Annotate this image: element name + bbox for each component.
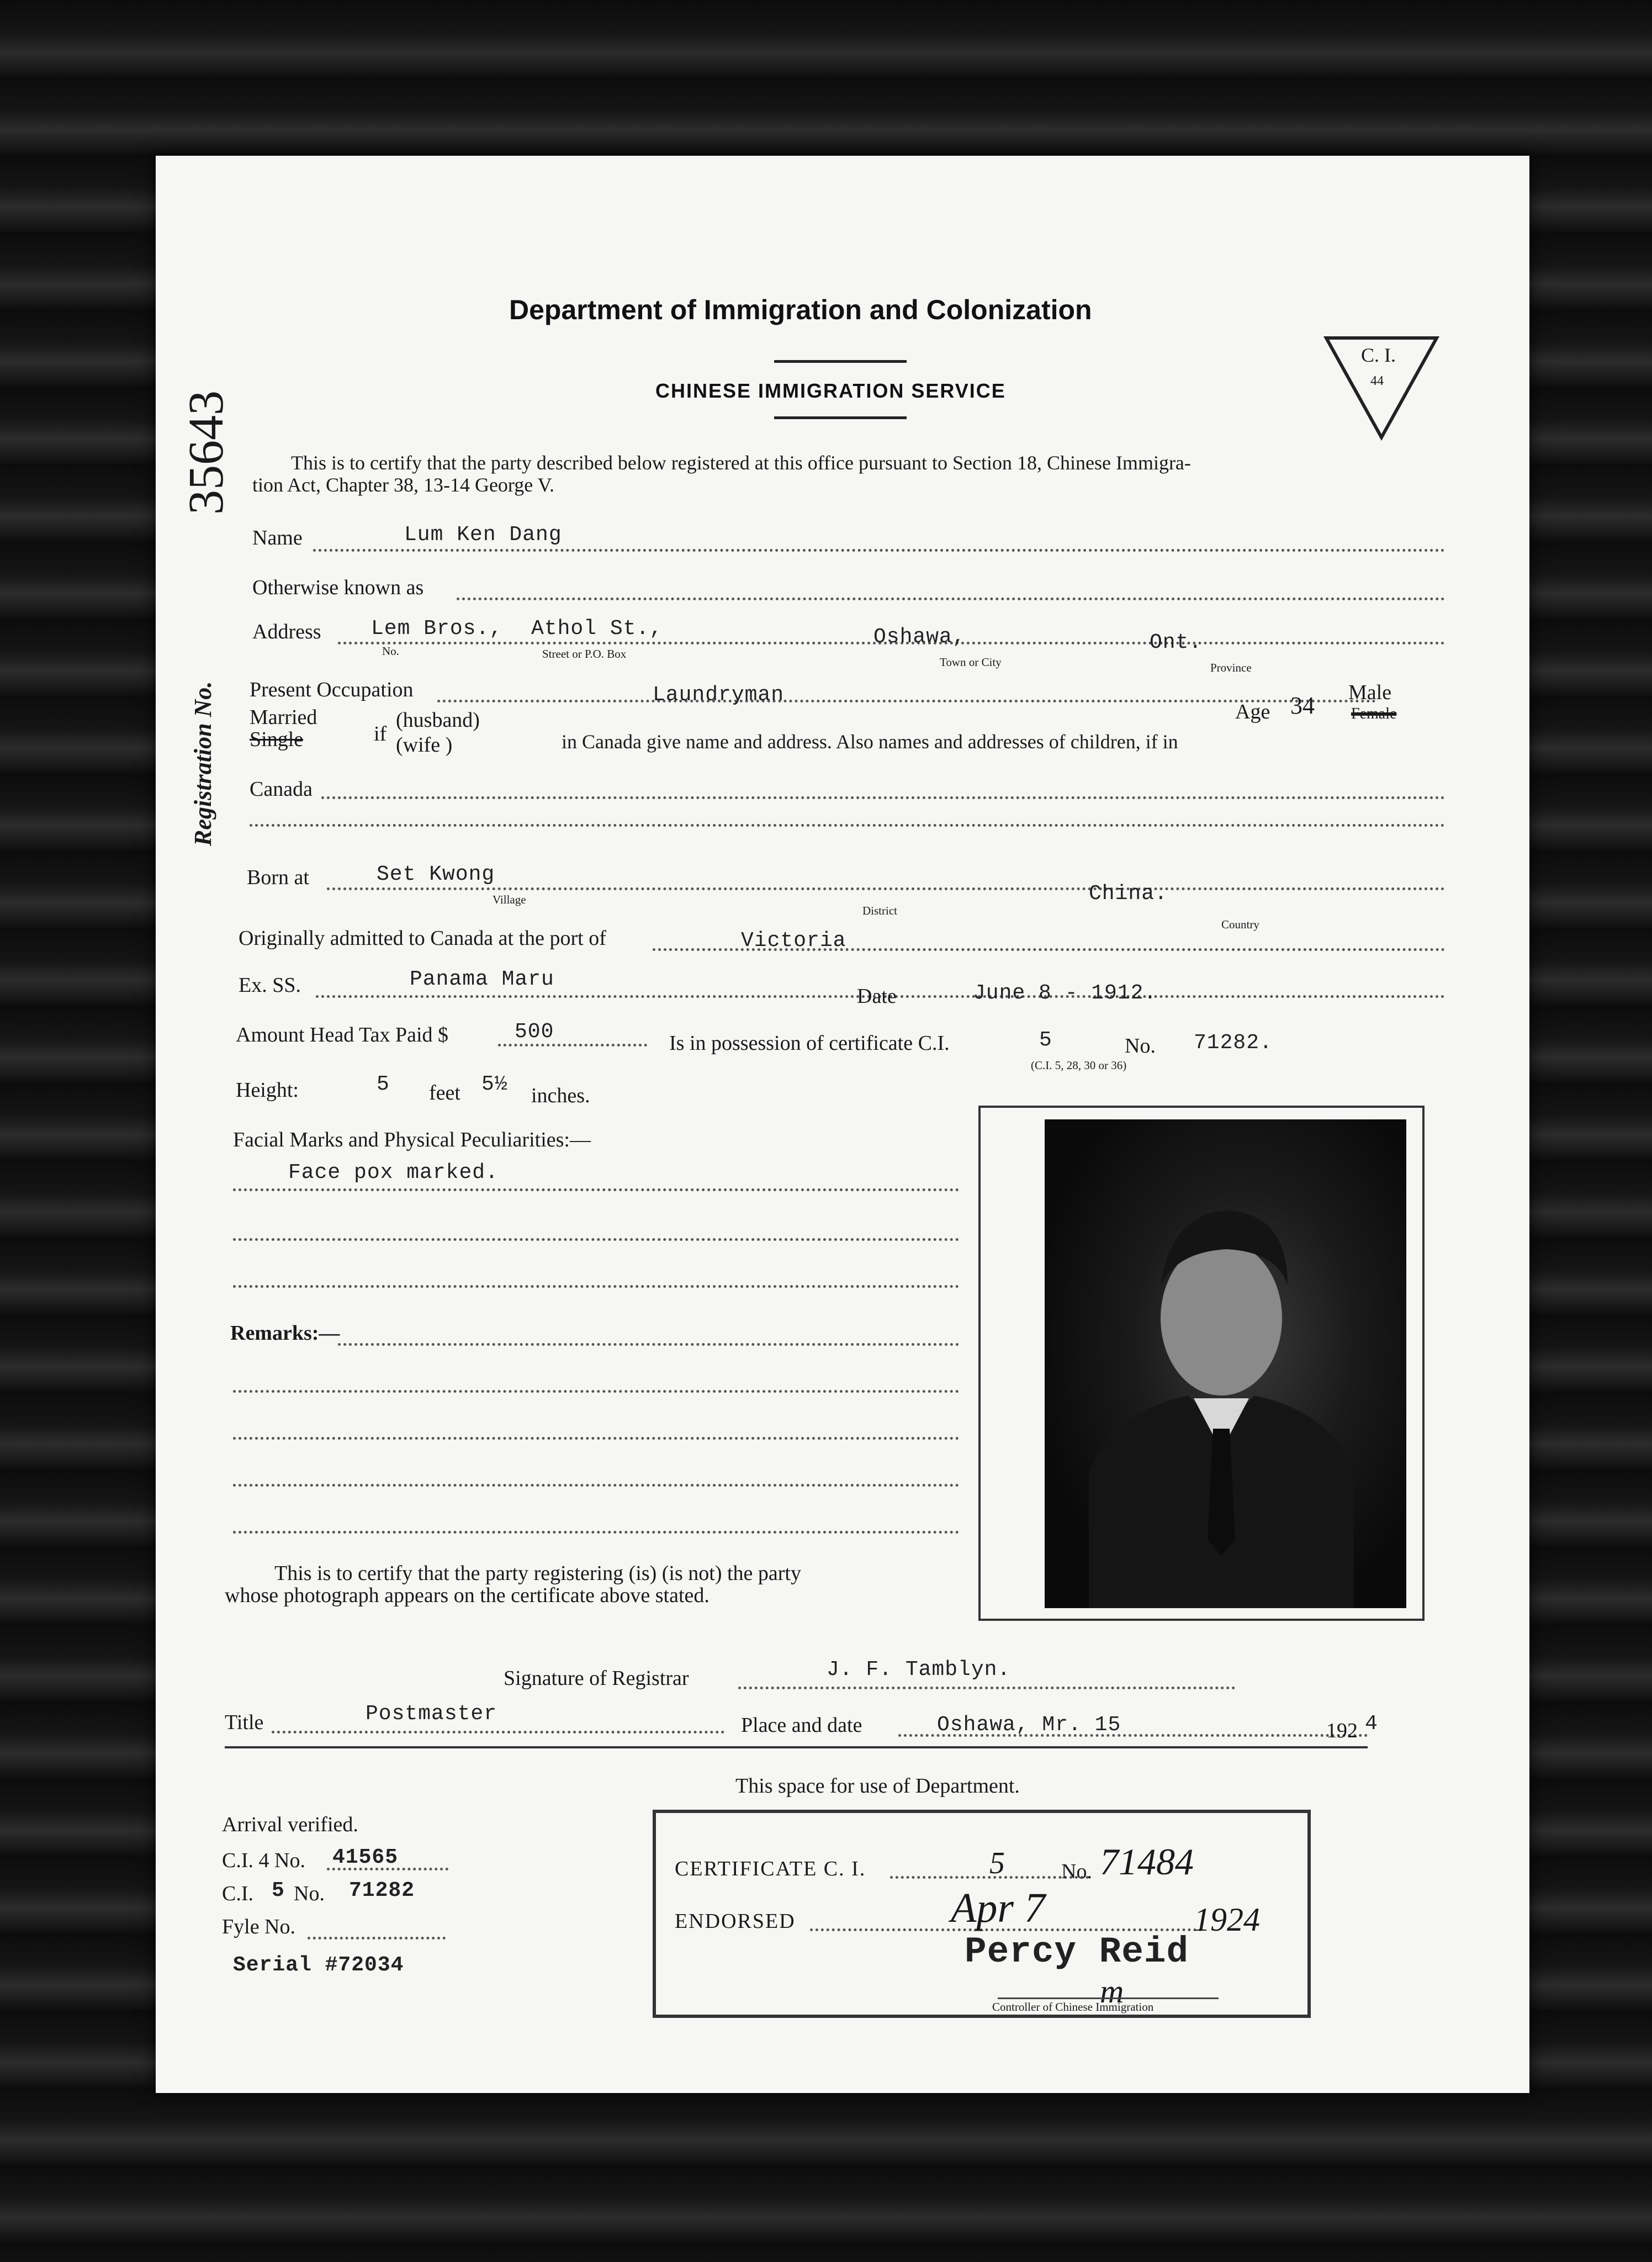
married-label: Married: [250, 706, 317, 729]
admitted-value: Victoria: [741, 929, 846, 953]
handwritten-initials-icon: m: [1100, 1973, 1124, 2010]
facial-line-1: [233, 1188, 959, 1191]
headtax-label: Amount Head Tax Paid $: [236, 1023, 449, 1047]
address-city-value: Oshawa,: [873, 625, 966, 649]
serial-value: Serial #72034: [233, 1953, 404, 1977]
headtax-value: 500: [515, 1020, 554, 1044]
name-line: [313, 549, 1445, 552]
controller-caption: Controller of Chinese Immigration: [992, 2000, 1154, 2013]
inches-label: inches.: [531, 1084, 590, 1107]
name-value: Lum Ken Dang: [404, 523, 562, 547]
date-label: Date: [857, 985, 897, 1008]
canada-line-2: [250, 824, 1445, 827]
address-city-caption: Town or City: [940, 656, 1002, 669]
age-label: Age: [1235, 700, 1270, 723]
ci5-type: 5: [272, 1879, 285, 1902]
sex-male: Male: [1348, 681, 1392, 704]
district-caption: District: [862, 904, 897, 917]
exss-label: Ex. SS.: [239, 974, 301, 997]
height-label: Height:: [236, 1079, 299, 1102]
registration-form: [156, 156, 1529, 2093]
ci5-value: 71282: [349, 1879, 415, 1902]
certificate-ci-type: 5: [989, 1846, 1005, 1880]
address-street-caption: Street or P.O. Box: [542, 647, 627, 660]
remarks-line-5: [233, 1531, 959, 1534]
wife-label: (wife ): [396, 733, 453, 757]
title-line: [272, 1731, 724, 1734]
otherwise-label: Otherwise known as: [252, 576, 424, 599]
endorsed-date-handwritten: Apr 7: [951, 1885, 1045, 1931]
intro-line-2: tion Act, Chapter 38, 13-14 George V.: [252, 474, 554, 496]
exss-value: Panama Maru: [410, 968, 554, 991]
certificate-no-label-box: No.: [1061, 1860, 1092, 1883]
facial-line-2: [233, 1238, 959, 1241]
otherwise-line: [457, 598, 1445, 600]
title-label: Title: [225, 1711, 264, 1734]
admitted-label: Originally admitted to Canada at the port of: [239, 927, 606, 950]
place-value: Oshawa, Mr. 15: [937, 1713, 1121, 1737]
remarks-line-3: [233, 1437, 959, 1440]
address-label: Address: [252, 620, 321, 643]
born-village-value: Set Kwong: [377, 863, 495, 886]
certificate-ci-label: CERTIFICATE C. I.: [675, 1857, 866, 1880]
sex-female-struck: Female: [1351, 705, 1397, 722]
certify-line-1: This is to certify that the party registering (is) (is not) the party: [274, 1562, 801, 1585]
ci4-label: C.I. 4 No.: [222, 1849, 305, 1872]
intro-line-1: This is to certify that the party described below registered at this office pursuant to Section 18, Chinese Immigra-: [291, 452, 1191, 474]
place-label: Place and date: [741, 1714, 862, 1737]
signature-divider: [225, 1746, 1368, 1748]
department-title: Department of Immigration and Colonization: [509, 294, 1092, 325]
occupation-value: Laundryman: [653, 683, 785, 707]
occupation-label: Present Occupation: [250, 678, 414, 701]
registration-number: 35643: [179, 390, 234, 515]
facial-line-3: [233, 1285, 959, 1288]
certificate-type-value: 5: [1039, 1028, 1052, 1052]
form-code-top: C. I.: [1361, 344, 1396, 366]
fyle-label: Fyle No.: [222, 1915, 295, 1938]
headtax-line: [498, 1044, 647, 1047]
address-street-value: Athol St.,: [531, 617, 663, 641]
facial-value: Face pox marked.: [288, 1161, 499, 1185]
height-feet-value: 5: [377, 1072, 390, 1096]
born-line: [327, 887, 1445, 890]
certificate-no-handwritten: 71484: [1100, 1841, 1194, 1883]
year-prefix: 192: [1326, 1719, 1358, 1742]
certificate-no-value: 71282.: [1194, 1031, 1273, 1055]
address-no-caption: No.: [382, 644, 399, 658]
address-no-value: Lem Bros.,: [371, 617, 503, 641]
department-use-caption: This space for use of Department.: [735, 1774, 1020, 1798]
header-rule-top: [774, 360, 907, 363]
single-label-struck: Single: [250, 728, 304, 751]
remarks-line-2: [233, 1390, 959, 1393]
canada-line-1: [321, 796, 1445, 799]
address-province-caption: Province: [1210, 661, 1252, 674]
spouse-instructions: in Canada give name and address. Also names and addresses of children, if in: [562, 731, 1178, 753]
arrival-verified: Arrival verified.: [222, 1813, 358, 1836]
stamp-controller-name: Percy Reid: [965, 1931, 1189, 1973]
certify-line-2: whose photograph appears on the certificate above stated.: [225, 1584, 709, 1607]
address-province-value: Ont.: [1150, 631, 1203, 654]
possession-label: Is in possession of certificate C.I.: [669, 1032, 950, 1055]
controller-rule: [998, 1997, 1219, 1999]
born-country-value: China.: [1089, 882, 1168, 906]
name-label: Name: [252, 526, 303, 549]
signature-line: [738, 1687, 1235, 1689]
feet-label: feet: [429, 1081, 460, 1104]
age-value: 34: [1290, 692, 1315, 719]
born-label: Born at: [247, 866, 309, 889]
title-value: Postmaster: [366, 1702, 497, 1726]
if-label: if: [374, 722, 387, 746]
country-caption: Country: [1221, 918, 1259, 931]
ci4-value: 41565: [332, 1846, 399, 1869]
service-title: CHINESE IMMIGRATION SERVICE: [655, 379, 1006, 402]
canada-label: Canada: [250, 778, 313, 801]
height-inches-value: 5½: [481, 1072, 508, 1096]
ci5-no-label: No.: [294, 1882, 325, 1905]
endorsed-label: ENDORSED: [675, 1910, 796, 1933]
husband-label: (husband): [396, 709, 480, 732]
header-rule-bottom: [774, 416, 907, 419]
remarks-line-1: [338, 1343, 959, 1346]
certificate-no-label: No.: [1125, 1034, 1156, 1058]
form-code-number: 44: [1370, 374, 1384, 388]
ci4-line: [327, 1868, 448, 1870]
certificate-caption: (C.I. 5, 28, 30 or 36): [1031, 1059, 1127, 1072]
signature-label: Signature of Registrar: [504, 1667, 689, 1690]
fyle-line: [308, 1937, 446, 1939]
registration-label: Registration No.: [189, 681, 216, 846]
village-caption: Village: [493, 893, 526, 906]
stamp-year: 1924: [1194, 1901, 1260, 1938]
date-value: June 8 - 1912.: [973, 981, 1157, 1005]
remarks-label: Remarks:—: [230, 1322, 340, 1345]
portrait-silhouette-icon: [1045, 1119, 1406, 1608]
year-value: 4: [1365, 1712, 1378, 1736]
ci5-prefix: C.I.: [222, 1882, 253, 1905]
portrait-photo: [1045, 1119, 1406, 1608]
remarks-line-4: [233, 1484, 959, 1487]
signature-value: J. F. Tamblyn.: [827, 1658, 1011, 1682]
facial-label: Facial Marks and Physical Peculiarities:—: [233, 1128, 591, 1151]
